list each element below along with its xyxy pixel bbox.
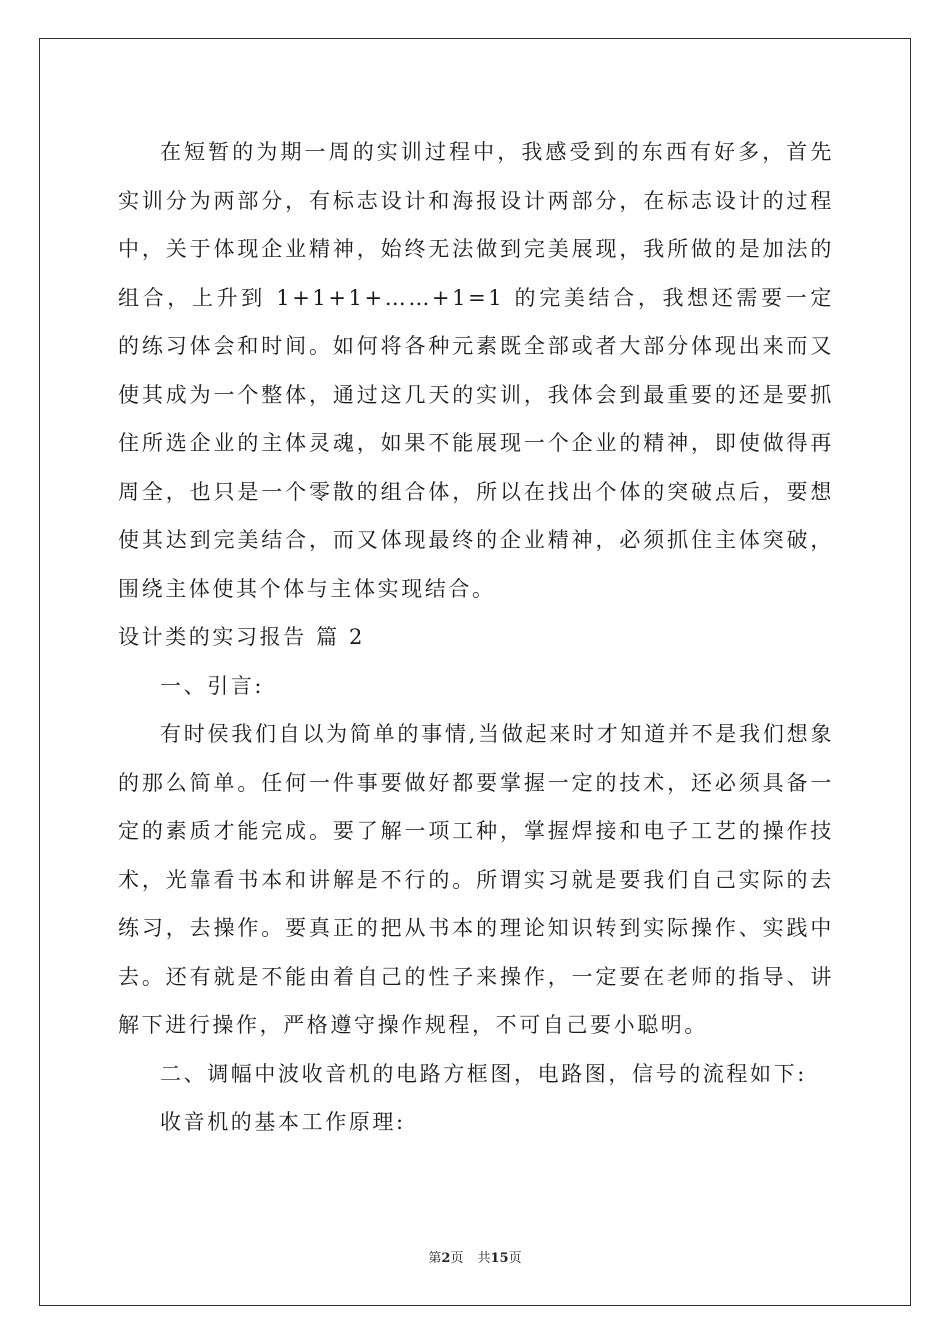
section-heading: 设计类的实习报告 篇 2 — [118, 625, 365, 649]
body-paragraph: 有时侯我们自以为简单的事情,当做起来时才知道并不是我们想象的那么简单。任何一件事要做好都要掌握一定的技术，还必须具备一定的素质才能完成。要了解一项工种，掌握焊接和电子工艺的操作技术，光靠看书本和讲解是不行的。所谓实习就是要我们自己实际的去练习，去操作。要真正的把从书本的理论知识转到实际操作、实践中去。还有就是不能由着自己的性子来操作，一定要在老师的指导、讲解下进行操作，严格遵守操作规程，不可自己要小聪明。 — [118, 722, 834, 1037]
body-paragraph: 收音机的基本工作原理: — [160, 1110, 406, 1134]
page-label-suffix: 页 — [450, 1251, 464, 1266]
page-footer — [0, 1247, 950, 1266]
document-body — [118, 128, 834, 1147]
subsection-heading: 一、引言: — [160, 673, 265, 698]
body-paragraph: 在短暂的为期一周的实训过程中，我感受到的东西有好多，首先实训分为两部分，有标志设计和海报设计两部分，在标志设计的过程中，关于体现企业精神，始终无法做到完美展现，我所做的是加法的组合，上升到 1+1+1+……+1=1 的完美结合，我想还需要一定的练习体会和时间。如何将各种元素既全部或者大部分体现出来而又使其成为一个整体，通过这几天的实训，我体会到最重要的还是要抓住所选企业的主体灵魂，如果不能展现一个企业的精神，即使做得再周全，也只是一个零散的组合体，所以在找出个体的突破点后，要想使其达到完美结合，而又体现最终的企业精神，必须抓住主体突破，围绕主体使其个体与主体实现结合。 — [118, 140, 834, 601]
page-number: 2 — [441, 1251, 451, 1266]
total-label-prefix: 共 — [477, 1251, 491, 1266]
subsection-heading: 二、调幅中波收音机的电路方框图，电路图，信号的流程如下: — [160, 1061, 807, 1086]
total-label-suffix: 页 — [508, 1251, 522, 1266]
page-label-prefix: 第 — [428, 1251, 442, 1266]
total-pages: 15 — [490, 1251, 509, 1266]
